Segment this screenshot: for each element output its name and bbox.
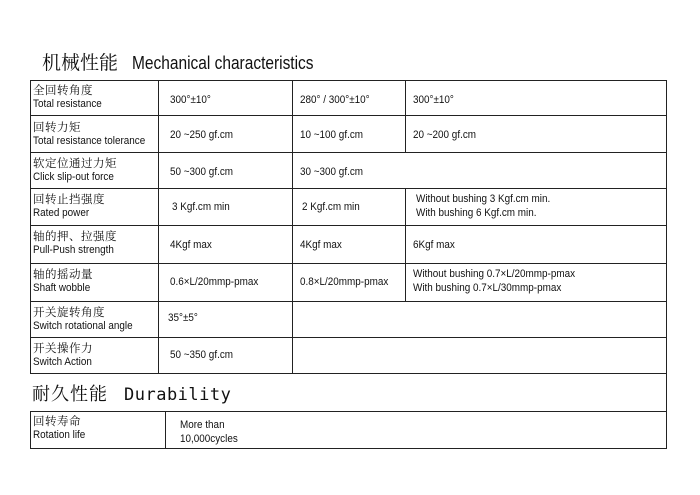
- title-en: Mechanical characteristics: [132, 53, 314, 73]
- table-cell: [416, 192, 550, 220]
- row-label: [33, 305, 144, 333]
- column-divider: [405, 188, 406, 301]
- column-divider: [405, 80, 406, 152]
- cell-line: More than: [180, 419, 225, 431]
- table-cell: [180, 418, 238, 446]
- label-en: Switch rotational angle: [33, 320, 133, 332]
- table-cell: 35°±5°: [168, 312, 198, 324]
- label-cn: 轴的摇动量: [33, 267, 93, 281]
- title-cn: 机械性能: [42, 52, 119, 74]
- row-divider: [30, 188, 667, 189]
- row-label: [33, 229, 123, 257]
- row-label: [33, 192, 105, 220]
- table-cell: 0.6×L/20mmp-pmax: [170, 276, 259, 288]
- row-label: [33, 267, 97, 295]
- label-cn: 回转止挡强度: [33, 192, 105, 206]
- label-en: Shaft wobble: [33, 282, 91, 294]
- label-cn: 轴的押、拉强度: [33, 229, 117, 243]
- row-label: [33, 414, 91, 442]
- label-en: Switch Action: [33, 356, 92, 368]
- table-cell: [413, 267, 575, 295]
- table-cell: 300°±10°: [170, 94, 211, 106]
- row-divider: [30, 263, 667, 264]
- table-cell: 3 Kgf.cm min: [172, 201, 230, 213]
- table-cell: 4Kgf max: [170, 239, 212, 251]
- table-cell: 6Kgf max: [413, 239, 455, 251]
- row-label: [33, 341, 98, 369]
- label-cn: 全回转角度: [33, 83, 93, 97]
- row-divider: [30, 225, 667, 226]
- cell-line: Without bushing 3 Kgf.cm min.: [416, 193, 551, 205]
- table-border: [30, 411, 31, 449]
- label-en: Pull-Push strength: [33, 244, 114, 256]
- table-border: [30, 80, 667, 81]
- table-cell: 50 ~300 gf.cm: [170, 166, 234, 178]
- column-divider: [292, 80, 293, 373]
- table-cell: 300°±10°: [413, 94, 454, 106]
- label-cn: 开关操作力: [33, 341, 93, 355]
- cell-line: With bushing 0.7×L/30mmp-pmax: [413, 282, 562, 294]
- label-en: Total resistance: [33, 98, 102, 110]
- label-en: Total resistance tolerance: [33, 135, 146, 147]
- row-label: [33, 120, 158, 148]
- table-cell: 20 ~250 gf.cm: [170, 129, 234, 141]
- label-cn: 回转力矩: [33, 120, 81, 134]
- section-title-en: Durability: [124, 385, 232, 405]
- row-divider: [30, 337, 667, 338]
- row-divider: [30, 301, 667, 302]
- column-divider: [158, 80, 159, 373]
- table-border: [30, 80, 31, 373]
- table-cell: 30 ~300 gf.cm: [300, 166, 364, 178]
- table-cell: 2 Kgf.cm min: [302, 201, 360, 213]
- page-title: [42, 48, 343, 75]
- row-label: [33, 83, 109, 111]
- table-cell: 50 ~350 gf.cm: [170, 349, 234, 361]
- table-cell: 280° / 300°±10°: [300, 94, 370, 106]
- row-divider: [30, 115, 667, 116]
- table-cell: 0.8×L/20mmp-pmax: [300, 276, 389, 288]
- table-cell: 10 ~100 gf.cm: [300, 129, 364, 141]
- row-label: [33, 156, 123, 184]
- table-border: [30, 448, 667, 449]
- row-divider: [30, 152, 667, 153]
- column-divider: [165, 411, 166, 449]
- section-title-durability: [32, 380, 231, 406]
- section-title-cn: 耐久性能: [32, 384, 108, 405]
- label-en: Rotation life: [33, 429, 86, 441]
- row-divider: [30, 373, 667, 374]
- label-en: Rated power: [33, 207, 90, 219]
- table-cell: 4Kgf max: [300, 239, 342, 251]
- cell-line: With bushing 6 Kgf.cm min.: [416, 207, 537, 219]
- table-border: [666, 80, 667, 449]
- spec-table: [30, 80, 667, 449]
- label-cn: 软定位通过力矩: [33, 156, 117, 170]
- label-cn: 回转寿命: [33, 414, 81, 428]
- label-en: Click slip-out force: [33, 171, 114, 183]
- label-cn: 开关旋转角度: [33, 305, 105, 319]
- row-divider: [30, 411, 667, 412]
- table-cell: 20 ~200 gf.cm: [413, 129, 477, 141]
- cell-line: 10,000cycles: [180, 433, 238, 445]
- cell-line: Without bushing 0.7×L/20mmp-pmax: [413, 268, 576, 280]
